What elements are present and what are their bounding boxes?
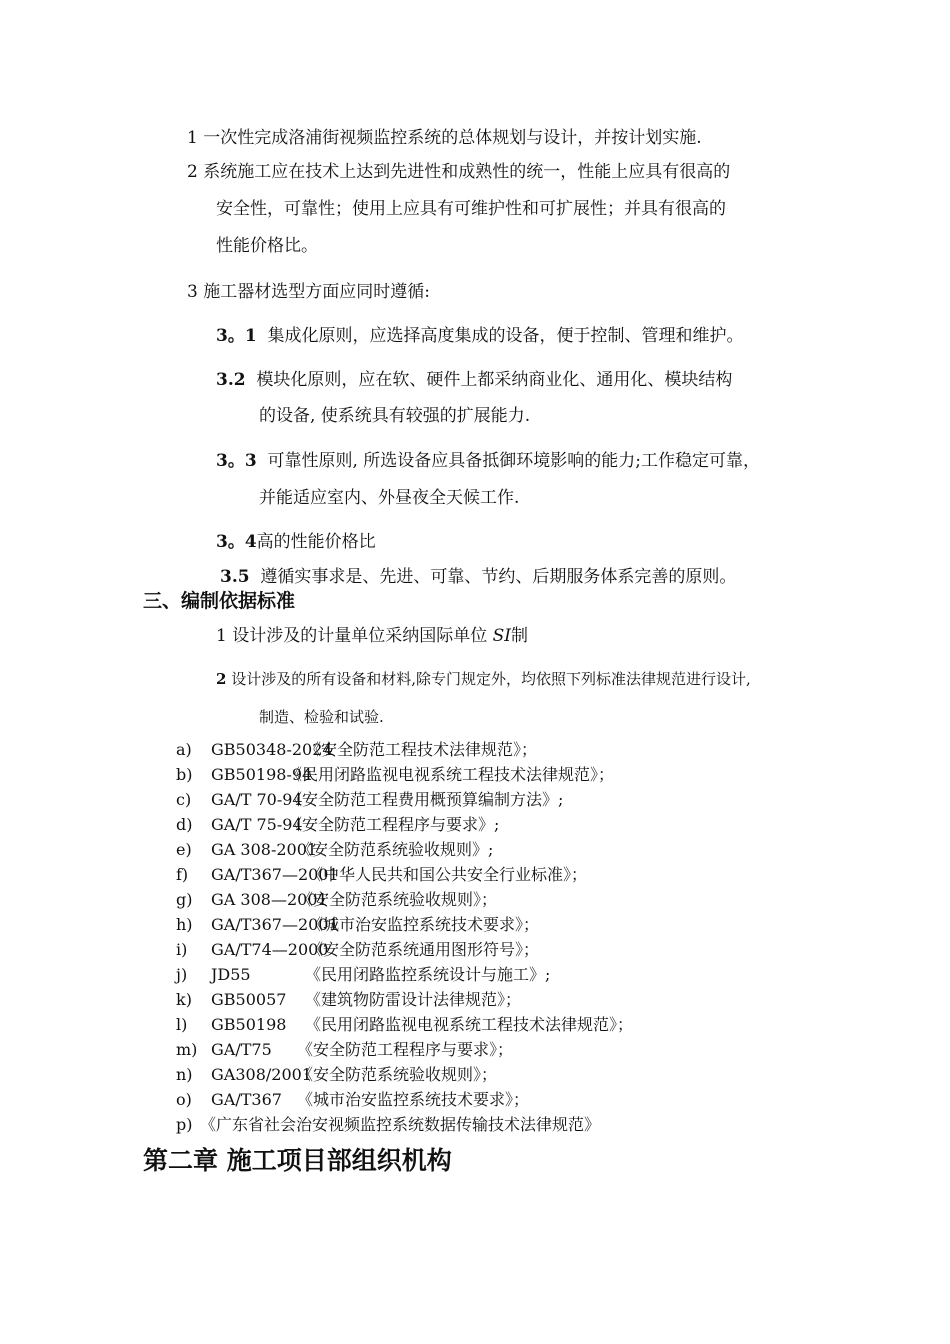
reference-item (176, 964, 736, 986)
principle-3-3-line-2: 并能适应室内、外昼夜全天候工作. (259, 488, 520, 508)
reference-item (176, 889, 736, 911)
principle-3-4-number: 3。4 (216, 532, 257, 552)
reference-title: 《安全防范工程技术法律规范》； (305, 740, 538, 759)
reference-title: 《民用闭路监控系统设计与施工》; (305, 965, 551, 984)
section-heading: 三、编制依据标准 (143, 590, 296, 612)
reference-title: 《安全防范工程程序与要求》; (286, 815, 500, 834)
reference-title: 《中华人民共和国公共安全行业标准》； (307, 865, 588, 884)
reference-item (176, 789, 736, 811)
section-item-2-text: 设计涉及的所有设备和材料,除专门规定外，均依照下列标准法律规范进行设计, (231, 670, 751, 688)
principle-3-4-text: 高的性能价格比 (256, 532, 376, 552)
principle-3-1-text: 集成化原则，应选择高度集成的设备，便于控制、管理和维护。 (267, 326, 744, 346)
principle-3-5-text: 遵循实事求是、先进、可靠、节约、后期服务体系完善的原则。 (260, 567, 737, 587)
reference-item (176, 764, 736, 786)
reference-title: 《安全防范系统验收规则》； (297, 890, 498, 909)
reference-label: k) (176, 990, 192, 1009)
reference-label: h) (176, 915, 193, 934)
reference-item (176, 839, 736, 861)
reference-title: 《安全防范系统验收规则》； (297, 1065, 498, 1084)
reference-item (176, 1039, 736, 1061)
reference-label: m) (176, 1040, 198, 1059)
reference-item (176, 1089, 736, 1111)
reference-label: f) (176, 865, 189, 884)
reference-title: 《城市治安监控系统技术要求》； (307, 915, 540, 934)
reference-label: l) (176, 1015, 188, 1034)
reference-code: GB50348-2024 (211, 740, 333, 759)
reference-label: a) (176, 740, 192, 759)
reference-code: GA 308-2001 (211, 840, 318, 859)
reference-title: 《安全防范系统通用图形符号》； (307, 940, 540, 959)
reference-title: 《城市治安监控系统技术要求》； (297, 1090, 530, 1109)
reference-item (176, 1114, 736, 1136)
reference-title: 《民用闭路监视电视系统工程技术法律规范》； (286, 765, 615, 784)
principle-3-3 (216, 450, 760, 472)
reference-title: 《广东省社会治安视频监控系统数据传输技术法律规范》 (200, 1115, 601, 1134)
reference-label: e) (176, 840, 192, 859)
section-item-2-number: 2 (216, 670, 227, 688)
principle-1: 1 一次性完成洛浦街视频监控系统的总体规划与设计，并按计划实施. (187, 128, 702, 148)
principle-2-line-1: 2 系统施工应在技术上达到先进性和成熟性的统一，性能上应具有很高的 (187, 162, 731, 182)
reference-title: 《安全防范工程程序与要求》； (297, 1040, 514, 1059)
reference-item (176, 864, 736, 886)
reference-title: 《民用闭路监视电视系统工程技术法律规范》； (305, 1015, 634, 1034)
reference-item (176, 939, 736, 961)
section-item-2-line-1 (216, 668, 751, 690)
reference-label: i) (176, 940, 188, 959)
reference-code: GA308/2001 (211, 1065, 312, 1084)
principle-3: 3 施工器材选型方面应同时遵循: (187, 282, 430, 302)
reference-code: GA/T74—2000 (211, 940, 329, 959)
chapter-heading: 第二章 施工项目部组织机构 (143, 1146, 452, 1175)
principle-3-4 (216, 531, 376, 553)
reference-label: b) (176, 765, 193, 784)
reference-code: GA/T 75-94 (211, 815, 303, 834)
reference-code: GA/T 70-94 (211, 790, 303, 809)
section-item-1 (216, 625, 528, 647)
reference-code: GA/T367—2001 (211, 915, 339, 934)
reference-title: 《建筑物防雷设计法律规范》； (305, 990, 522, 1009)
section-item-1-pre: 1 设计涉及的计量单位采纳国际单位 (216, 626, 493, 646)
principle-2-line-2: 安全性，可靠性；使用上应具有可维护性和可扩展性；并具有很高的 (216, 199, 726, 219)
principle-3-2-number: 3.2 (216, 370, 246, 390)
principle-3-2 (216, 369, 732, 391)
principle-3-3-text: 可靠性原则, 所选设备应具备抵御环境影响的能力;工作稳定可靠， (267, 451, 761, 471)
reference-code: GB50057 (211, 990, 287, 1009)
principle-3-2-line-2: 的设备, 使系统具有较强的扩展能力. (259, 406, 531, 426)
reference-code: GB50198-94 (211, 765, 313, 784)
section-item-1-post: 制 (511, 626, 528, 646)
principle-3-1-number: 3。1 (216, 326, 257, 346)
reference-item (176, 1064, 736, 1086)
principle-2-line-3: 性能价格比。 (216, 236, 318, 256)
principle-3-5 (220, 566, 736, 588)
reference-item (176, 814, 736, 836)
reference-label: g) (176, 890, 193, 909)
reference-label: j) (176, 965, 188, 984)
reference-code: GA/T75 (211, 1040, 272, 1059)
section-item-2-line-2: 制造、检验和试验. (259, 708, 384, 726)
reference-code: JD55 (211, 965, 251, 984)
reference-label: c) (176, 790, 192, 809)
reference-title: 《安全防范系统验收规则》; (296, 840, 494, 859)
section-item-1-si: SI (492, 626, 511, 646)
reference-item (176, 1014, 736, 1036)
reference-label: o) (176, 1090, 192, 1109)
reference-code: GB50198 (211, 1015, 287, 1034)
reference-label: d) (176, 815, 193, 834)
reference-code: GA 308—2001 (211, 890, 328, 909)
reference-item (176, 739, 736, 761)
reference-title: 《安全防范工程费用概预算编制方法》; (286, 790, 564, 809)
reference-item (176, 914, 736, 936)
reference-label: n) (176, 1065, 193, 1084)
principle-3-2-text: 模块化原则，应在软、硬件上都采纳商业化、通用化、模块结构 (256, 370, 733, 390)
reference-item (176, 989, 736, 1011)
reference-label: p) (176, 1115, 193, 1134)
principle-3-5-number: 3.5 (220, 567, 250, 587)
reference-code: GA/T367 (211, 1090, 282, 1109)
principle-3-3-number: 3。3 (216, 451, 257, 471)
reference-code: GA/T367—2001 (211, 865, 339, 884)
principle-3-1 (216, 325, 743, 347)
